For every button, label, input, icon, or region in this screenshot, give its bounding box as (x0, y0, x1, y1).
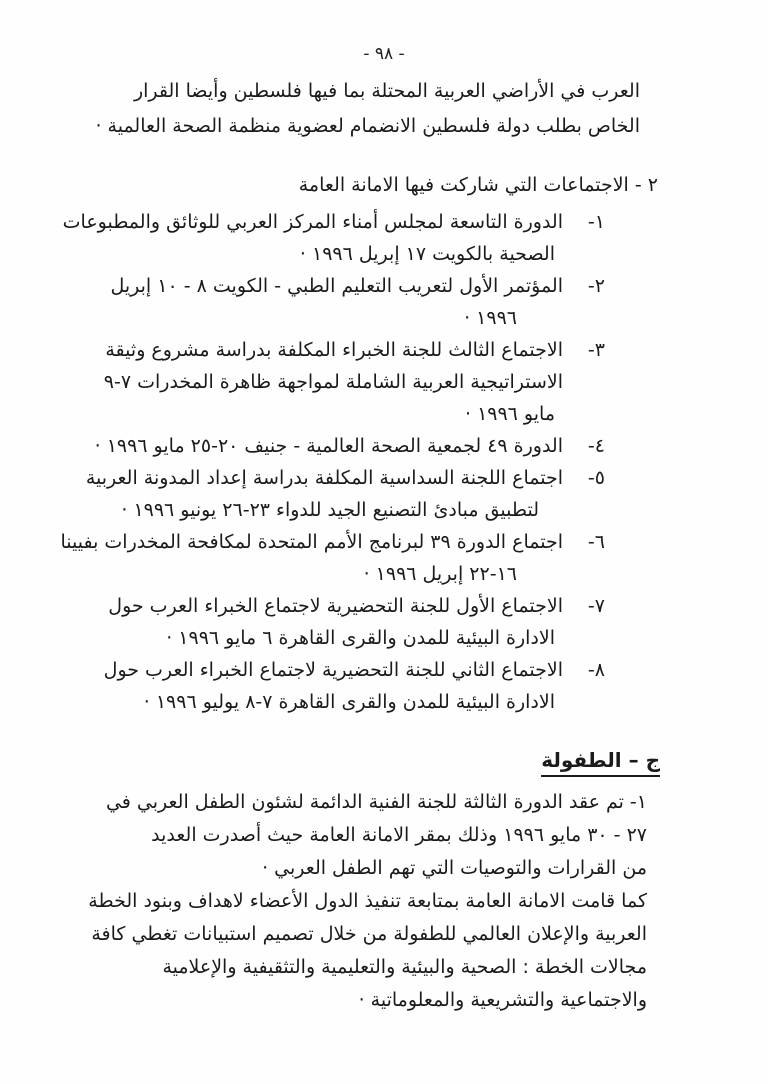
intro-line: العرب في الأراضي العربية المحتلة بما فيها فلسطين وأيضا القرار (133, 80, 640, 102)
list-item-number: ١- (587, 211, 605, 233)
list-item-line: مايو ١٩٩٦ · (464, 403, 555, 425)
intro-paragraph (95, 74, 640, 144)
list-item-number: ٥- (587, 467, 605, 489)
list-item (85, 462, 605, 526)
intro-line: الخاص بطلب دولة فلسطين الانضمام لعضوية منظمة الصحة العالمية · (95, 115, 640, 137)
list-item-line: الادارة البيئية للمدن والقرى القاهرة ٧-٨ يوليو ١٩٩٦ · (143, 691, 555, 713)
childhood-line: مجالات الخطة : الصحية والبيئية والتعليمية والتثقيفية والإعلامية (162, 956, 647, 978)
childhood-section-heading: ج – الطفولة (541, 748, 660, 777)
childhood-paragraph (88, 786, 647, 1017)
list-item-line: ١٦-٢٢ إبريل ١٩٩٦ · (363, 563, 517, 585)
list-item (60, 526, 605, 590)
childhood-line: ١- تم عقد الدورة الثالثة للجنة الفنية الدائمة لشئون الطفل العربي في (105, 791, 647, 813)
list-item-number: ٧- (587, 595, 605, 617)
list-item-line: الصحية بالكويت ١٧ إبريل ١٩٩٦ · (299, 243, 555, 265)
list-item-line: ١٩٩٦ · (464, 307, 517, 329)
list-item (108, 590, 605, 654)
list-item (103, 654, 605, 718)
list-item-line: اجتماع اللجنة السداسية المكلفة بدراسة إعداد المدونة العربية (85, 467, 563, 489)
list-item-number: ٨- (587, 659, 605, 681)
meetings-list (60, 206, 605, 718)
page-number: - ٩٨ - (363, 44, 405, 64)
childhood-line: والاجتماعية والتشريعية والمعلوماتية · (358, 989, 647, 1011)
list-item-number: ٢- (587, 275, 605, 297)
list-item-line: الاستراتيجية العربية الشاملة لمواجهة ظاهرة المخدرات ٧-٩ (103, 371, 563, 393)
childhood-line: ٢٧ - ٣٠ مايو ١٩٩٦ وذلك بمقر الامانة العامة حيث أصدرت العديد (151, 824, 647, 846)
list-item-line: المؤتمر الأول لتعريب التعليم الطبي - الكويت ٨ - ١٠ إبريل (110, 275, 563, 297)
list-item (110, 270, 605, 334)
list-item (103, 334, 605, 430)
childhood-line: العربية والإعلان العالمي للطفولة من خلال تصميم استبيانات تغطي كافة (91, 923, 647, 945)
list-item-number: ٦- (587, 531, 605, 553)
list-item-line: لتطبيق مبادئ التصنيع الجيد للدواء ٢٣-٢٦ يونيو ١٩٩٦ · (121, 499, 539, 521)
list-item-line: الدورة التاسعة لمجلس أمناء المركز العربي للوثائق والمطبوعات (62, 211, 563, 233)
list-item (94, 430, 605, 462)
list-item-line: الادارة البيئية للمدن والقرى القاهرة ٦ مايو ١٩٩٦ · (166, 627, 555, 649)
list-item-line: اجتماع الدورة ٣٩ لبرنامج الأمم المتحدة لمكافحة المخدرات بفيينا (60, 531, 563, 553)
list-item (62, 206, 605, 270)
list-item-line: الاجتماع الثالث للجنة الخبراء المكلفة بدراسة مشروع وثيقة (105, 339, 563, 361)
list-item-line: الدورة ٤٩ لجمعية الصحة العالمية - جنيف ٢٠-٢٥ مايو ١٩٩٦ · (94, 435, 563, 457)
list-item-line: الاجتماع الثاني للجنة التحضيرية لاجتماع الخبراء العرب حول (103, 659, 563, 681)
meetings-section-heading: ٢ - الاجتماعات التي شاركت فيها الامانة العامة (298, 174, 658, 196)
childhood-line: من القرارات والتوصيات التي تهم الطفل العربي · (262, 857, 647, 879)
list-item-number: ٤- (587, 435, 605, 457)
childhood-line: كما قامت الامانة العامة بمتابعة تنفيذ الدول الأعضاء لاهداف وبنود الخطة (88, 890, 647, 912)
list-item-number: ٣- (587, 339, 605, 361)
list-item-line: الاجتماع الأول للجنة التحضيرية لاجتماع الخبراء العرب حول (108, 595, 563, 617)
